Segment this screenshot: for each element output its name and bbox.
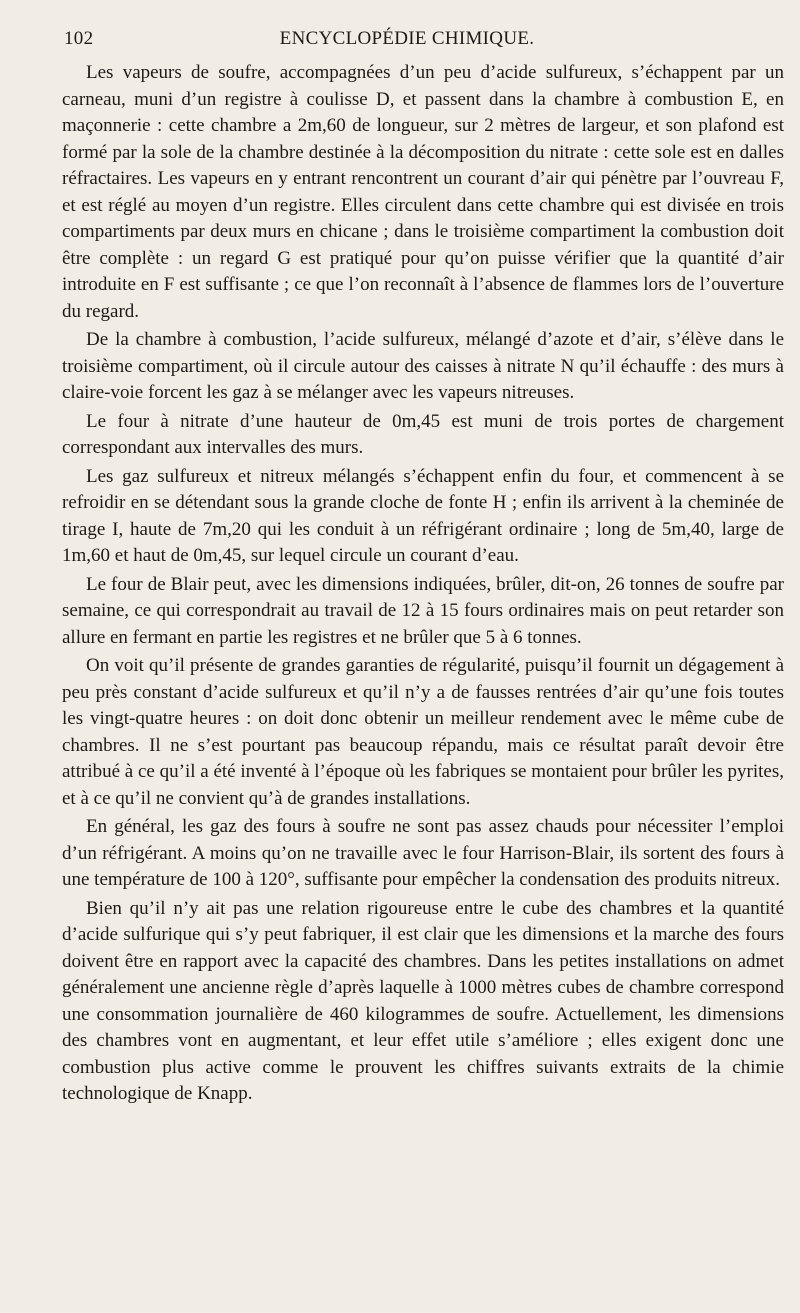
running-title: ENCYCLOPÉDIE CHIMIQUE.: [279, 28, 535, 49]
paragraph: De la chambre à combustion, l’acide sulfureux, mélangé d’azote et d’air, s’élève dans le troisième compartiment, où il circule autour des caisses à nitrate N qu’il échauffe : des murs à claire-voie forcent les gaz à se mélanger avec les vapeurs nitreuses.: [62, 329, 784, 403]
page-header: [64, 24, 790, 56]
page-number: 102: [64, 28, 94, 49]
paragraph: Le four à nitrate d’une hauteur de 0m,45 est muni de trois portes de chargement correspondant aux intervalles des murs.: [62, 410, 784, 458]
paragraph: On voit qu’il présente de grandes garanties de régularité, puisqu’il fournit un dégagement à peu près constant d’acide sulfureux et qu’il n’y a de fausses rentrées d’air qu’une fois toutes les vingt-quatre heures : on doit donc obtenir un meilleur rendement avec le même cube de chambres. Il ne s’est pourtant pas beaucoup répandu, mais ce résultat paraît devoir être attribué à ce qu’il a été inventé à l’époque où les fabriques se montaient pour brûler les pyrites, et à ce qu’il ne convient qu’à de grandes installations.: [62, 655, 784, 809]
paragraph: Les vapeurs de soufre, accompagnées d’un peu d’acide sulfureux, s’échappent par un carneau, muni d’un registre à coulisse D, et passent dans la chambre à combustion E, en maçonnerie : cette chambre a 2m,60 de longueur, sur 2 mètres de largeur, et son plafond est formé par la sole de la chambre destinée à la décomposition du nitrate : cette sole est en dalles réfractaires. Les vapeurs en y entrant rencontrent un courant d’air qui pénètre par l’ouvreau F, et est réglé au moyen d’un registre. Elles circulent dans cette chambre qui est divisée en trois compartiments par deux murs en chicane ; dans le troisième compartiment la combustion doit être complète : un regard G est pratiqué pour qu’on puisse vérifier que la quantité d’air introduite en F est suffisante ; ce que l’on reconnaît à l’absence de flammes lors de l’ouverture du regard.: [62, 62, 784, 322]
body-text: [62, 60, 784, 1108]
paragraph: En général, les gaz des fours à soufre ne sont pas assez chauds pour nécessiter l’emploi d’un réfrigérant. A moins qu’on ne travaille avec le four Harrison-Blair, ils sortent des fours à une température de 100 à 120°, suffisante pour empêcher la condensation des produits nitreux.: [62, 816, 784, 890]
paragraph: Le four de Blair peut, avec les dimensions indiquées, brûler, dit-on, 26 tonnes de soufre par semaine, ce qui correspondrait au travail de 12 à 15 fours ordinaires mais on peut retarder son allure en fermant en partie les registres et ne brûler que 5 à 6 tonnes.: [62, 573, 784, 648]
paragraph: Bien qu’il n’y ait pas une relation rigoureuse entre le cube des chambres et la quantité d’acide sulfurique qui s’y peut fabriquer, il est clair que les dimensions et la marche des fours doivent être en rapport avec la capacité des chambres. Dans les petites installations on admet généralement une ancienne règle d’après laquelle à 1000 mètres cubes de chambre correspond une consommation journalière de 460 kilogrammes de soufre. Actuellement, les dimensions des chambres vont en augmentant, et leur effet utile s’améliore ; elles exigent donc une combustion plus active comme le prouvent les chiffres suivants extraits de la chimie technologique de Knapp.: [62, 897, 784, 1104]
paragraph: Les gaz sulfureux et nitreux mélangés s’échappent enfin du four, et commencent à se refroidir en se détendant sous la grande cloche de fonte H ; enfin ils arrivent à la cheminée de tirage I, haute de 7m,20 qui les conduit à un réfrigérant ordinaire ; long de 5m,40, large de 1m,60 et haut de 0m,45, sur lequel circule un courant d’eau.: [62, 465, 784, 566]
